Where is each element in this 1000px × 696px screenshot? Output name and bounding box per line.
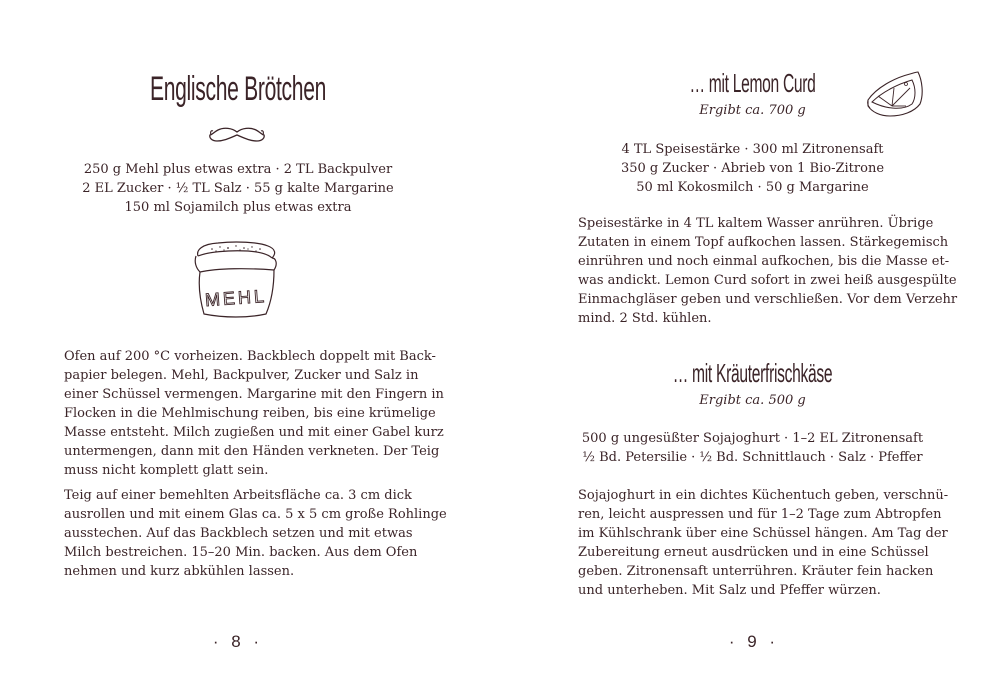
text-line: nehmen und kurz abkühlen lassen. [64, 564, 295, 579]
ingredient-line: 500 g ungesüßter Sojajoghurt · 1–2 EL Zitronensaft [581, 431, 924, 446]
text-line: Zutaten in einem Topf aufkochen lassen. Stärkegemisch [578, 235, 949, 250]
section-title: … mit Lemon Curd [689, 68, 816, 98]
text-line: papier belegen. Mehl, Backpulver, Zucker und Salz in [64, 368, 419, 383]
flour-bag-label: MEHL [204, 285, 268, 311]
text-line: einer Schüssel vermengen. Margarine mit den Fingern in [64, 387, 444, 402]
text-line: mind. 2 Std. kühlen. [578, 311, 712, 326]
ingredient-list [500, 429, 1000, 467]
recipe-title: Englische Brötchen [149, 70, 327, 108]
text-line: Ofen auf 200 °C vorheizen. Backblech doppelt mit Back- [64, 349, 436, 364]
lemon-slice-illustration-icon [866, 70, 924, 118]
page-number: · 8 · [212, 632, 264, 651]
ingredient-list [500, 140, 1000, 197]
text-line: Milch bestreichen. 15–20 Min. backen. Aus dem Ofen [64, 545, 418, 560]
text-line: untermengen, dann mit den Händen verkneten. Der Teig [64, 444, 440, 459]
ingredient-line: 250 g Mehl plus etwas extra · 2 TL Backpulver [83, 162, 393, 177]
text-line: Speisestärke in 4 TL kaltem Wasser anrühren. Übrige [578, 216, 934, 231]
text-line: was andickt. Lemon Curd sofort in zwei heiß ausgespülte [578, 273, 957, 288]
text-line: ren, leicht auspressen und für 1–2 Tage zum Abtropfen [578, 507, 942, 522]
mustache-ornament-icon [208, 126, 266, 144]
text-line: einrühren und noch einmal aufkochen, bis die Masse et- [578, 254, 950, 269]
text-line: Zubereitung erneut ausdrücken und in eine Schüssel [578, 545, 929, 560]
text-line: Masse entsteht. Milch zugießen und mit einer Gabel kurz [64, 425, 444, 440]
section-title: … mit Kräuterfrischkäse [672, 358, 833, 388]
ingredient-line: 4 TL Speisestärke · 300 ml Zitronensaft [621, 142, 884, 157]
text-line: Flocken in die Mehlmischung reiben, bis eine krümelige [64, 406, 436, 421]
text-line: Teig auf einer bemehlten Arbeitsfläche ca. 3 cm dick [64, 488, 412, 503]
page-number: · 9 · [728, 632, 780, 651]
ingredient-line: 150 ml Sojamilch plus etwas extra [124, 200, 352, 215]
text-line: ausstechen. Auf das Backblech setzen und mit etwas [64, 526, 413, 541]
yield-text: Ergibt ca. 500 g [699, 393, 806, 408]
text-line: Einmachgläser geben und verschließen. Vor dem Verzehr [578, 292, 958, 307]
ingredient-line: 2 EL Zucker · ½ TL Salz · 55 g kalte Margarine [82, 181, 394, 196]
instructions-paragraph [578, 486, 948, 600]
ingredient-line: ½ Bd. Petersilie · ½ Bd. Schnittlauch · Salz · Pfeffer [582, 450, 923, 465]
right-page [500, 0, 1000, 696]
text-line: und unterheben. Mit Salz und Pfeffer würzen. [578, 583, 881, 598]
text-line: geben. Zitronensaft unterrühren. Kräuter fein hacken [578, 564, 934, 579]
text-line: ausrollen und mit einem Glas ca. 5 x 5 cm große Rohlinge [64, 507, 447, 522]
ingredient-line: 350 g Zucker · Abrieb von 1 Bio-Zitrone [620, 161, 885, 176]
instructions-paragraph [578, 214, 957, 328]
instructions-paragraph [64, 486, 447, 581]
text-line: im Kühlschrank über eine Schüssel hängen. Am Tag der [578, 526, 948, 541]
text-line: muss nicht komplett glatt sein. [64, 463, 269, 478]
yield-text: Ergibt ca. 700 g [699, 103, 806, 118]
ingredient-list [0, 160, 476, 217]
ingredient-line: 50 ml Kokosmilch · 50 g Margarine [636, 180, 869, 195]
instructions-paragraph [64, 347, 444, 480]
text-line: Sojajoghurt in ein dichtes Küchentuch geben, verschnü- [578, 488, 949, 503]
flour-bag-illustration-icon [188, 238, 280, 322]
